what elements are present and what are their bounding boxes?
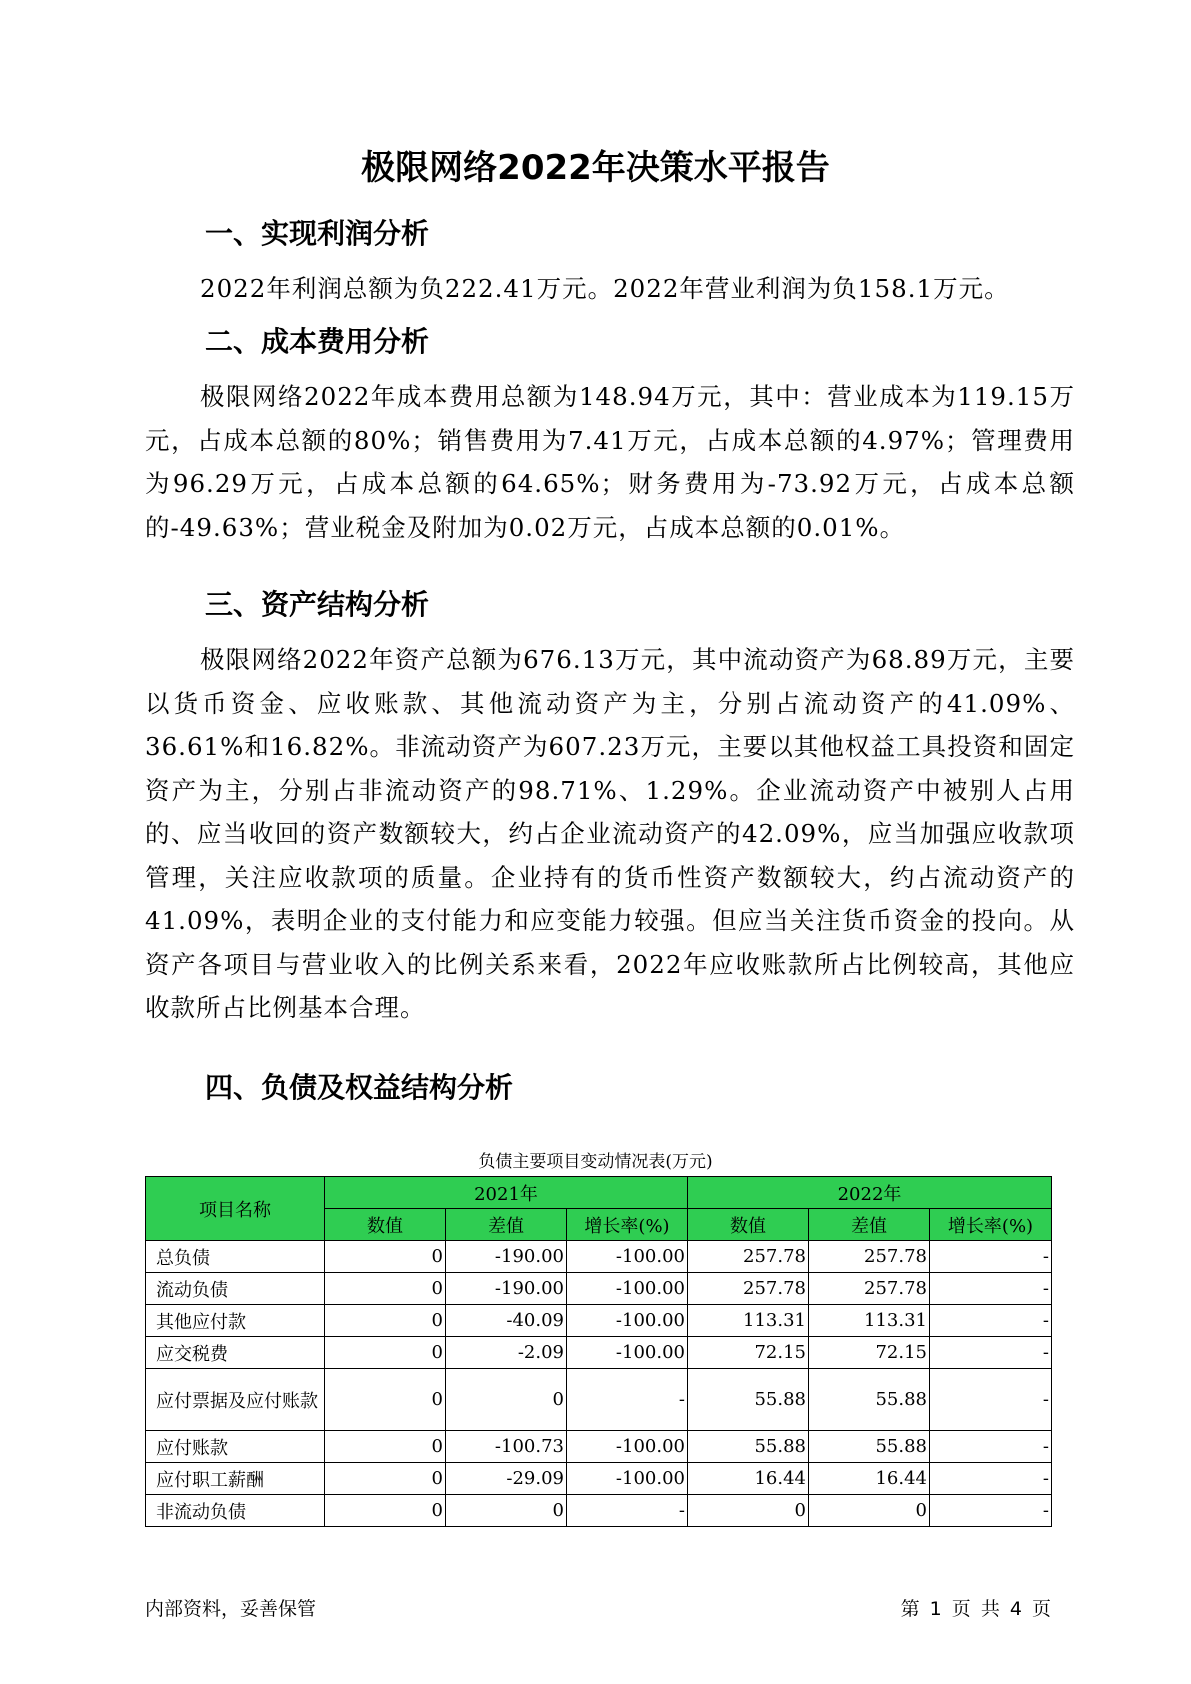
row-name: 应付账款 (146, 1431, 325, 1463)
footer-confidential-note: 内部资料，妥善保管 (145, 1598, 317, 1620)
cell-value: 0 (325, 1463, 446, 1495)
section-paragraph-profit: 2022年利润总额为负222.41万元。2022年营业利润为负158.1万元。 (200, 274, 1010, 303)
cell-value: 0 (325, 1305, 446, 1337)
table-row (146, 1369, 1052, 1431)
table-caption: 负债主要项目变动情况表(万元) (478, 1152, 713, 1172)
header-year-2021: 2021年 (325, 1177, 688, 1209)
cell-value: 16.44 (809, 1463, 930, 1495)
cell-value: 113.31 (688, 1305, 809, 1337)
cell-value: 0 (325, 1369, 446, 1431)
cell-value: 257.78 (809, 1241, 930, 1273)
cell-value: -40.09 (446, 1305, 567, 1337)
cell-value: - (930, 1495, 1052, 1527)
cell-value: -190.00 (446, 1241, 567, 1273)
subheader-diff-2021: 差值 (446, 1209, 567, 1241)
section-heading-profit: 一、实现利润分析 (205, 217, 430, 250)
subheader-diff-2022: 差值 (809, 1209, 930, 1241)
cell-value: - (930, 1241, 1052, 1273)
cell-value: 0 (325, 1241, 446, 1273)
cell-value: - (567, 1495, 688, 1527)
subheader-value-2021: 数值 (325, 1209, 446, 1241)
cell-value: - (930, 1431, 1052, 1463)
cell-value: -100.00 (567, 1337, 688, 1369)
cell-value: 72.15 (809, 1337, 930, 1369)
table-row (146, 1273, 1052, 1305)
cell-value: 72.15 (688, 1337, 809, 1369)
section-paragraph-assets: 极限网络2022年资产总额为676.13万元，其中流动资产为68.89万元，主要以货币资金、应收账款、其他流动资产为主，分别占流动资产的41.09%、36.61%和16.82%。非流动资产为607.23万元，主要以其他权益工具投资和固定资产为主，分别占非流动资产的98.71%、1.29%。企业流动资产中被别人占用的、应当收回的资产数额较大，约占企业流动资产的42.09%，应当加强应收款项管理，关注应收款项的质量。企业持有的货币性资产数额较大，约占流动资产的41.09%，表明企业的支付能力和应变能力较强。但应当关注货币资金的投向。从资产各项目与营业收入的比例关系来看，2022年应收账款所占比例较高，其他应收款所占比例基本合理。 (145, 645, 1075, 1022)
cell-value: 55.88 (809, 1369, 930, 1431)
cell-value: -29.09 (446, 1463, 567, 1495)
subheader-growth-2021: 增长率(%) (567, 1209, 688, 1241)
cell-value: -100.00 (567, 1463, 688, 1495)
row-name: 其他应付款 (146, 1305, 325, 1337)
table-row (146, 1495, 1052, 1527)
cell-value: 0 (446, 1495, 567, 1527)
row-name: 总负债 (146, 1241, 325, 1273)
table-row (146, 1337, 1052, 1369)
cell-value: 0 (688, 1495, 809, 1527)
footer-page-number: 第 1 页 共 4 页 (900, 1598, 1051, 1620)
table-row (146, 1305, 1052, 1337)
section-heading-cost: 二、成本费用分析 (205, 325, 430, 358)
cell-value: - (567, 1369, 688, 1431)
header-year-2022: 2022年 (688, 1177, 1052, 1209)
cell-value: -100.00 (567, 1241, 688, 1273)
cell-value: 0 (325, 1337, 446, 1369)
section-heading-liabilities: 四、负债及权益结构分析 (205, 1071, 514, 1104)
table-row (146, 1431, 1052, 1463)
cell-value: 55.88 (688, 1431, 809, 1463)
subheader-growth-2022: 增长率(%) (930, 1209, 1052, 1241)
cell-value: -100.00 (567, 1273, 688, 1305)
cell-value: - (930, 1369, 1052, 1431)
cell-value: -190.00 (446, 1273, 567, 1305)
cell-value: 0 (446, 1369, 567, 1431)
cell-value: 257.78 (688, 1241, 809, 1273)
cell-value: 0 (325, 1431, 446, 1463)
liabilities-table (145, 1176, 1052, 1527)
document-title: 极限网络2022年决策水平报告 (361, 148, 830, 188)
cell-value: 55.88 (809, 1431, 930, 1463)
cell-value: - (930, 1273, 1052, 1305)
cell-value: 257.78 (809, 1273, 930, 1305)
header-item-name: 项目名称 (146, 1177, 325, 1241)
cell-value: -2.09 (446, 1337, 567, 1369)
cell-value: 16.44 (688, 1463, 809, 1495)
row-name: 非流动负债 (146, 1495, 325, 1527)
table-row (146, 1241, 1052, 1273)
subheader-value-2022: 数值 (688, 1209, 809, 1241)
cell-value: 55.88 (688, 1369, 809, 1431)
row-name: 应交税费 (146, 1337, 325, 1369)
cell-value: - (930, 1337, 1052, 1369)
row-name: 应付职工薪酬 (146, 1463, 325, 1495)
cell-value: - (930, 1305, 1052, 1337)
cell-value: 257.78 (688, 1273, 809, 1305)
row-name: 应付票据及应付账款 (146, 1369, 325, 1431)
cell-value: 0 (325, 1495, 446, 1527)
row-name: 流动负债 (146, 1273, 325, 1305)
cell-value: 113.31 (809, 1305, 930, 1337)
cell-value: -100.00 (567, 1431, 688, 1463)
section-paragraph-cost: 极限网络2022年成本费用总额为148.94万元，其中：营业成本为119.15万元，占成本总额的80%；销售费用为7.41万元，占成本总额的4.97%；管理费用为96.29万元，占成本总额的64.65%；财务费用为-73.92万元，占成本总额的-49.63%；营业税金及附加为0.02万元，占成本总额的0.01%。 (145, 382, 1075, 542)
cell-value: 0 (809, 1495, 930, 1527)
cell-value: -100.00 (567, 1305, 688, 1337)
section-heading-assets: 三、资产结构分析 (205, 588, 430, 621)
cell-value: 0 (325, 1273, 446, 1305)
table-row (146, 1463, 1052, 1495)
cell-value: - (930, 1463, 1052, 1495)
cell-value: -100.73 (446, 1431, 567, 1463)
